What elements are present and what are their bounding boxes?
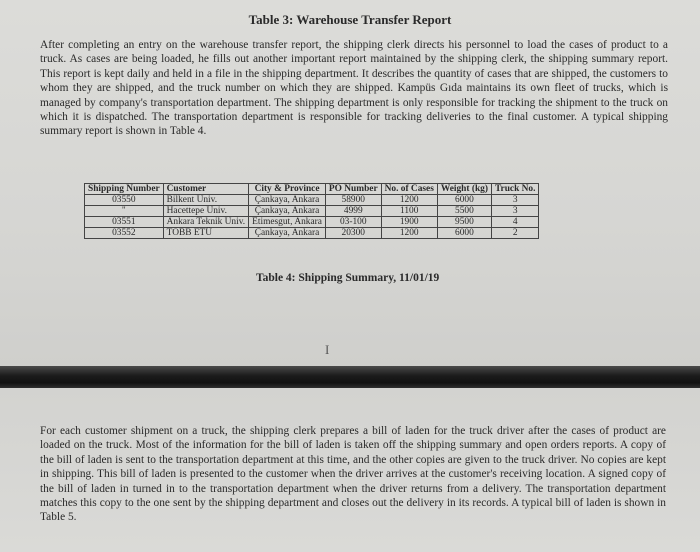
table-row bbox=[85, 195, 539, 206]
table3-title: Table 3: Warehouse Transfer Report bbox=[248, 12, 452, 27]
text-cursor-icon: I bbox=[325, 342, 330, 357]
cell: 2 bbox=[491, 228, 538, 239]
page-fold-shadow bbox=[0, 366, 700, 390]
cell: 1900 bbox=[381, 217, 437, 228]
cell: 03550 bbox=[85, 195, 164, 206]
cell: 4 bbox=[491, 217, 538, 228]
cell: 58900 bbox=[325, 195, 381, 206]
cell: TOBB ETÜ bbox=[163, 228, 249, 239]
cell: Hacettepe Univ. bbox=[163, 206, 249, 217]
cell: 1200 bbox=[381, 195, 437, 206]
table-row bbox=[85, 217, 539, 228]
col-city-province: City & Province bbox=[249, 184, 326, 195]
col-weight: Weight (kg) bbox=[437, 184, 491, 195]
cell: 1100 bbox=[381, 206, 437, 217]
cell: 4999 bbox=[325, 206, 381, 217]
cell: 5500 bbox=[437, 206, 491, 217]
table4-caption: Table 4: Shipping Summary, 11/01/19 bbox=[256, 272, 440, 284]
shipping-summary-table bbox=[84, 183, 539, 239]
cell: Ankara Teknik Univ. bbox=[163, 217, 249, 228]
cell: Etimesgut, Ankara bbox=[249, 217, 326, 228]
cell: 03551 bbox=[85, 217, 164, 228]
bill-of-laden-paragraph: For each customer shipment on a truck, the shipping clerk prepares a bill of laden for the truck driver after the cases of product are loaded on the truck. Most of the information for the bill of laden is taken off the shipping summary and open orders reports. A copy of the bill of laden is sent to the transportation department at this time, and the other copies are given to the truck driver. No copies are kept in shipping. This bill of laden is presented to the customer when the driver arrives at the customer's receiving location. A signed copy of the bill of laden in turned in to the transportation department when the driver returns from a delivery. The transportation department matches this copy to the one sent by the shipping department and closes out the delivery in its records. A typical bill of laden is shown in Table 5. bbox=[40, 425, 666, 524]
cell: 1200 bbox=[381, 228, 437, 239]
col-po-number: PO Number bbox=[325, 184, 381, 195]
cell: " bbox=[85, 206, 164, 217]
cell: 03-100 bbox=[325, 217, 381, 228]
table-row bbox=[85, 206, 539, 217]
col-no-of-cases: No. of Cases bbox=[381, 184, 437, 195]
cell: Çankaya, Ankara bbox=[249, 195, 326, 206]
cell: Bilkent Univ. bbox=[163, 195, 249, 206]
cell: Çankaya, Ankara bbox=[249, 206, 326, 217]
cell: 3 bbox=[491, 206, 538, 217]
table-header-row bbox=[85, 184, 539, 195]
intro-paragraph: After completing an entry on the warehouse transfer report, the shipping clerk directs his personnel to load the cases of product to a truck. As cases are being loaded, he fills out another important report maintained by the shipping clerk, the shipping summary report. This report is kept daily and held in a file in the shipping department. It describes the quantity of cases that are shipped, the customers to whom they are shipped, and the truck number on which they are shipped. Kampüs Gıda maintains its own fleet of trucks, which is managed by company's transportation department. The shipping department is only responsible for tracking the shipment to the truck on which it is dispatched. The transportation department is responsible for tracking deliveries to the final customer. A typical shipping summary report is shown in Table 4. bbox=[40, 39, 668, 138]
cell: 20300 bbox=[325, 228, 381, 239]
cell: 9500 bbox=[437, 217, 491, 228]
table-row bbox=[85, 228, 539, 239]
cell: 03552 bbox=[85, 228, 164, 239]
col-truck-no: Truck No. bbox=[491, 184, 538, 195]
cell: 3 bbox=[491, 195, 538, 206]
cell: Çankaya, Ankara bbox=[249, 228, 326, 239]
cell: 6000 bbox=[437, 195, 491, 206]
col-shipping-number: Shipping Number bbox=[85, 184, 164, 195]
cell: 6000 bbox=[437, 228, 491, 239]
col-customer: Customer bbox=[163, 184, 249, 195]
